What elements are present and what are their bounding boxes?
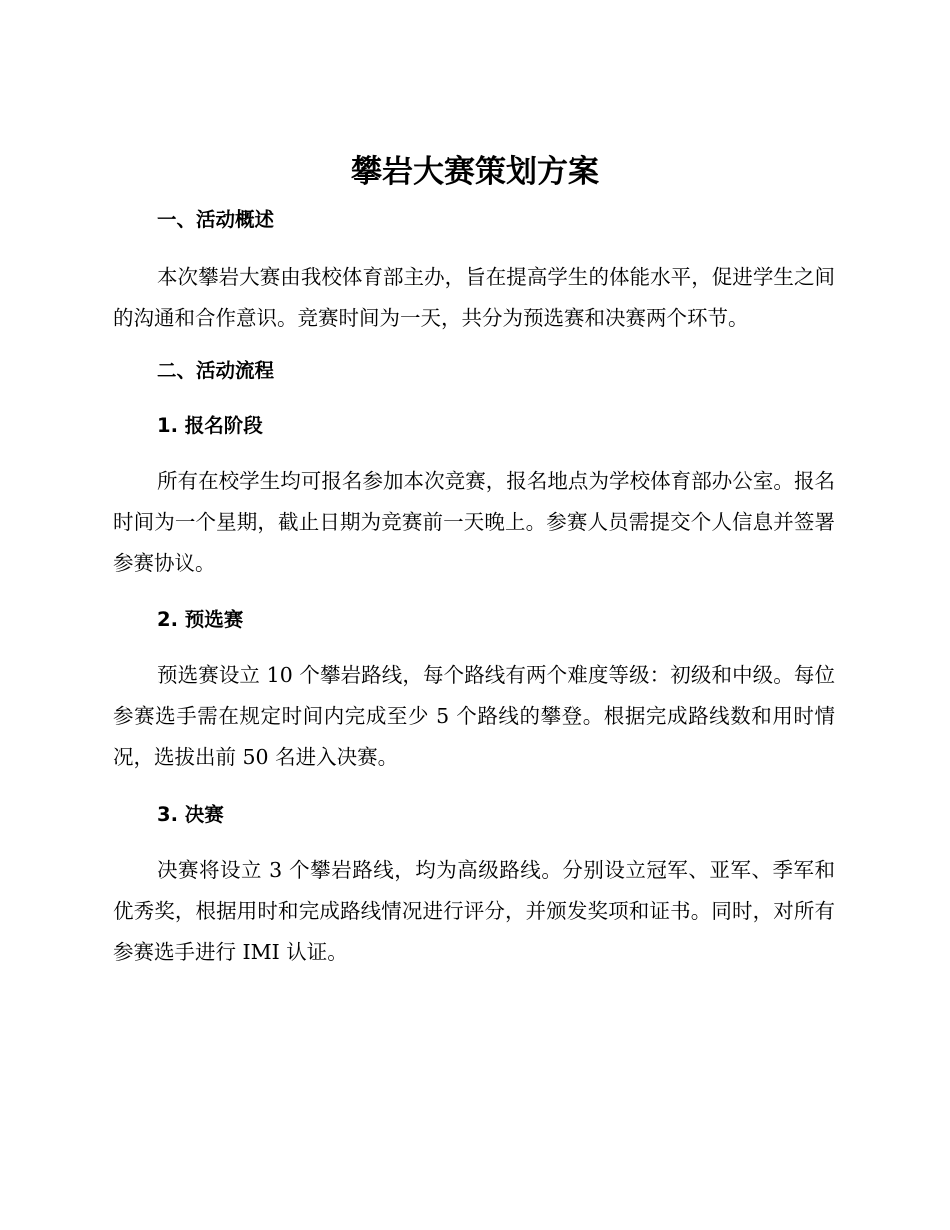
section-paragraph-overview: 本次攀岩大赛由我校体育部主办，旨在提高学生的体能水平，促进学生之间的沟通和合作意识。竞赛时间为一天，共分为预选赛和决赛两个环节。 bbox=[113, 265, 835, 330]
subsection-heading-registration: 1. 报名阶段 bbox=[157, 414, 263, 437]
subsection-paragraph-registration: 所有在校学生均可报名参加本次竞赛，报名地点为学校体育部办公室。报名时间为一个星期，截止日期为竞赛前一天晚上。参赛人员需提交个人信息并签署参赛协议。 bbox=[113, 469, 835, 575]
section-heading-overview: 一、活动概述 bbox=[157, 208, 275, 231]
section-heading-process: 二、活动流程 bbox=[157, 359, 275, 382]
subsection-paragraph-final: 决赛将设立 3 个攀岩路线，均为高级路线。分别设立冠军、亚军、季军和优秀奖，根据用时和完成路线情况进行评分，并颁发奖项和证书。同时，对所有参赛选手进行 IMI 认证。 bbox=[113, 858, 835, 964]
subsection-heading-preliminary: 2. 预选赛 bbox=[157, 608, 244, 631]
subsection-heading-final: 3. 决赛 bbox=[157, 803, 224, 826]
subsection-paragraph-preliminary: 预选赛设立 10 个攀岩路线，每个路线有两个难度等级：初级和中级。每位参赛选手需在规定时间内完成至少 5 个路线的攀登。根据完成路线数和用时情况，选拔出前 50 名进入决赛。 bbox=[113, 663, 835, 769]
document-title: 攀岩大赛策划方案 bbox=[351, 154, 599, 190]
